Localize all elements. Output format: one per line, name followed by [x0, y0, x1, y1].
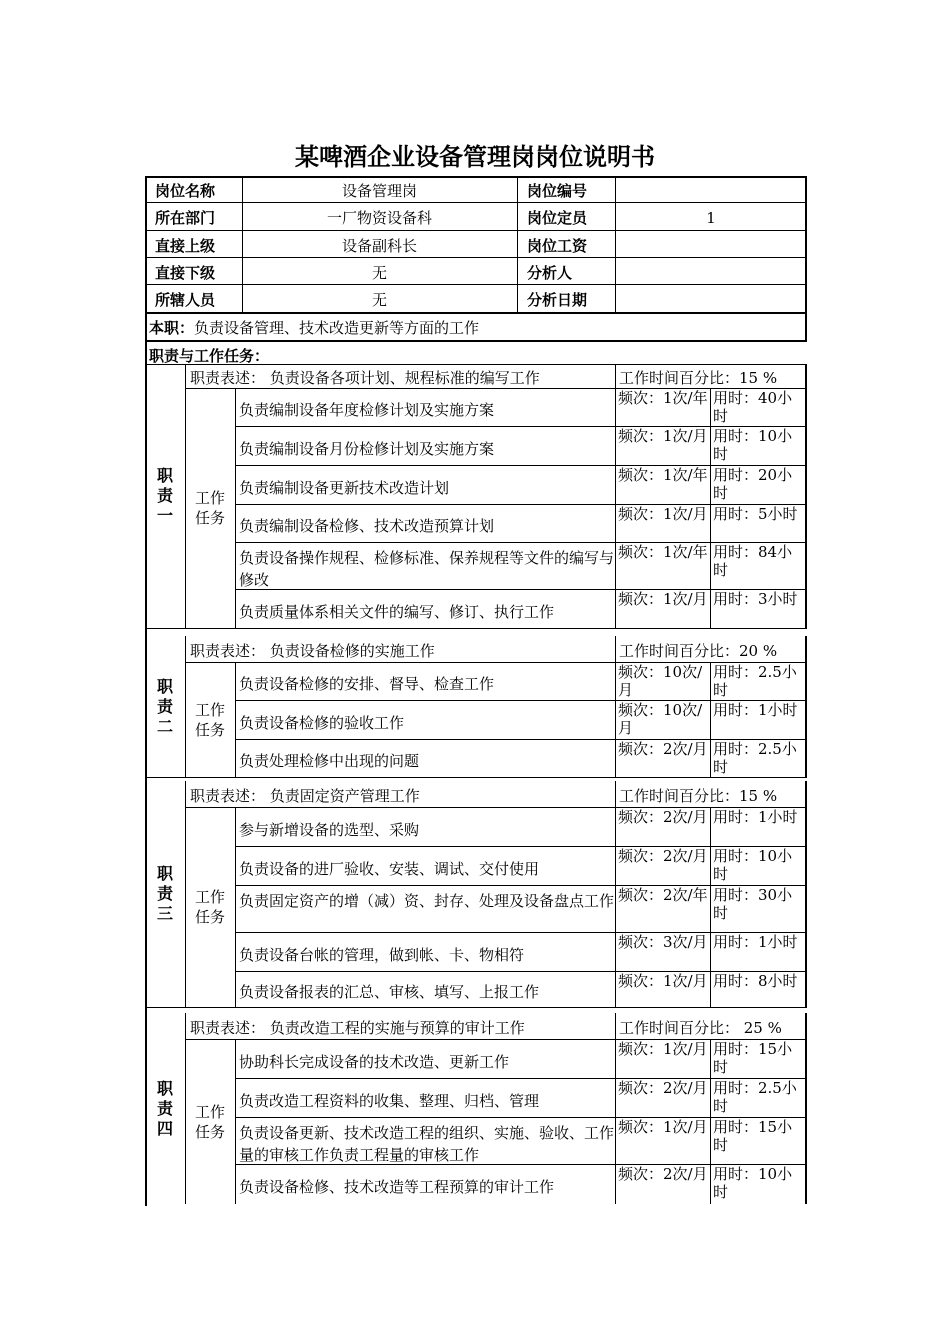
rule-line — [710, 504, 711, 542]
task-item: 负责设备检修、技术改造等工程预算的审计工作 — [239, 1178, 555, 1196]
task-frequency: 频次：1次/月 — [618, 1040, 708, 1058]
rule-line — [145, 176, 147, 1206]
rule-line — [710, 589, 711, 628]
rule-line — [145, 1007, 807, 1008]
task-frequency: 频次：2次/月 — [618, 1165, 708, 1183]
field-label: 分析人 — [527, 263, 573, 282]
rule-line — [710, 1039, 711, 1078]
duty-name: 职责四 — [156, 1078, 173, 1138]
task-item: 负责设备台帐的管理，做到帐、卡、物相符 — [239, 945, 525, 964]
rule-line — [615, 426, 616, 465]
job-summary-label: 本职： — [149, 319, 195, 337]
field-label: 岗位定员 — [527, 209, 588, 227]
rule-line — [710, 465, 711, 504]
duty-statement: 职责表述： 负责设备各项计划、规程标准的编写工作 — [190, 369, 540, 387]
field-label: 所辖人员 — [155, 291, 216, 309]
task-item: 负责改造工程资料的收集、整理、归档、管理 — [239, 1091, 540, 1110]
rule-line — [145, 284, 807, 285]
field-label: 所在部门 — [155, 209, 216, 227]
field-value — [615, 181, 807, 201]
task-item: 负责设备更新、技术改造工程的组织、实施、验收、工作量的审核工作负责工程量的审核工作 — [239, 1123, 615, 1164]
job-description-table — [145, 176, 807, 1206]
rule-line — [235, 807, 236, 1007]
task-hours: 用时：1小时 — [713, 808, 798, 826]
task-frequency: 频次：1次/月 — [618, 505, 708, 523]
rule-line — [615, 700, 616, 739]
task-item: 负责设备的进厂验收、安装、调试、交付使用 — [239, 859, 540, 878]
task-item: 负责编制设备检修、技术改造预算计划 — [239, 517, 495, 535]
rule-line — [185, 636, 186, 777]
field-label: 岗位工资 — [527, 236, 588, 255]
task-frequency: 频次：1次/月 — [618, 427, 708, 445]
task-hours: 用时：10小时 — [713, 847, 793, 883]
field-value — [615, 236, 807, 256]
rule-line — [145, 777, 807, 778]
task-hours: 用时：3小时 — [713, 590, 798, 608]
rule-line — [235, 388, 236, 628]
task-hours: 用时：2.5小时 — [713, 1079, 797, 1115]
rule-line — [615, 364, 616, 388]
rule-line — [805, 1013, 807, 1204]
rule-line — [805, 364, 807, 628]
duty-statement: 职责表述： 负责设备检修的实施工作 — [190, 642, 435, 660]
task-frequency: 频次：1次/年 — [618, 466, 708, 484]
rule-line — [185, 781, 186, 1007]
task-item: 负责设备报表的汇总、审核、填写、上报工作 — [239, 983, 540, 1001]
task-hours: 用时：2.5小时 — [713, 663, 797, 699]
rule-line — [710, 932, 711, 971]
field-value — [615, 263, 807, 283]
rule-line — [710, 807, 711, 846]
task-hours: 用时：15小时 — [713, 1040, 793, 1076]
field-value: 1 — [706, 209, 716, 227]
rule-line — [235, 1039, 236, 1204]
field-label: 直接上级 — [155, 236, 216, 255]
field-value — [615, 290, 807, 310]
duty-statement: 职责表述： 负责改造工程的实施与预算的审计工作 — [190, 1019, 525, 1037]
field-value: 设备管理岗 — [341, 182, 417, 200]
rule-line — [710, 885, 711, 932]
task-hours: 用时：1小时 — [713, 933, 798, 951]
rule-line — [710, 1164, 711, 1204]
task-frequency: 频次：2次/月 — [618, 1079, 708, 1097]
task-frequency: 频次：1次/月 — [618, 590, 708, 608]
duty-name: 职责三 — [156, 864, 173, 923]
rule-line — [615, 1078, 616, 1117]
task-label: 工作任务 — [195, 489, 226, 527]
rule-line — [615, 781, 616, 807]
task-frequency: 频次：1次/月 — [618, 1118, 708, 1136]
rule-line — [185, 364, 186, 628]
task-frequency: 频次：10次/月 — [618, 663, 703, 699]
job-summary-text: 负责设备管理、技术改造更新等方面的工作 — [194, 319, 480, 337]
rule-line — [805, 312, 807, 340]
rule-line — [615, 1013, 616, 1039]
task-item: 负责处理检修中出现的问题 — [239, 752, 420, 770]
duty-statement: 职责表述： 负责固定资产管理工作 — [190, 787, 420, 805]
task-label: 工作任务 — [195, 888, 226, 926]
duty-time-percent: 工作时间百分比：15 % — [619, 787, 778, 805]
duty-time-percent: 工作时间百分比： 25 % — [619, 1019, 782, 1037]
task-item: 负责设备操作规程、检修标准、保养规程等文件的编写与修改 — [239, 548, 615, 589]
task-frequency: 频次：1次/年 — [618, 543, 708, 561]
rule-line — [615, 636, 616, 662]
task-hours: 用时：30小时 — [713, 886, 793, 922]
rule-line — [710, 971, 711, 1007]
task-hours: 用时：8小时 — [713, 972, 798, 990]
rule-line — [805, 781, 807, 1007]
task-label: 工作任务 — [195, 1102, 226, 1141]
task-item: 负责编制设备月份检修计划及实施方案 — [239, 439, 495, 458]
rule-line — [615, 589, 616, 628]
rule-line — [805, 636, 807, 777]
rule-line — [710, 662, 711, 700]
rule-line — [615, 542, 616, 589]
field-value: 一厂物资设备科 — [326, 209, 432, 227]
task-frequency: 频次：2次/月 — [618, 808, 708, 826]
rule-line — [615, 885, 616, 932]
task-frequency: 频次：3次/月 — [618, 933, 708, 951]
task-item: 参与新增设备的选型、采购 — [239, 820, 420, 839]
rule-line — [710, 542, 711, 589]
task-frequency: 频次：1次/年 — [618, 389, 708, 407]
section-header: 职责与工作任务： — [149, 347, 270, 365]
task-item: 负责质量体系相关文件的编写、修订、执行工作 — [239, 602, 555, 621]
rule-line — [615, 1117, 616, 1164]
task-hours: 用时：10小时 — [713, 1165, 793, 1201]
duty-name: 职责一 — [156, 466, 173, 525]
task-frequency: 频次：10次/月 — [618, 701, 703, 737]
task-item: 负责编制设备年度检修计划及实施方案 — [239, 401, 495, 419]
task-hours: 用时：10小时 — [713, 427, 793, 463]
rule-line — [615, 1164, 616, 1204]
task-frequency: 频次：2次/月 — [618, 847, 708, 865]
rule-line — [710, 1078, 711, 1117]
rule-line — [615, 739, 616, 777]
rule-line — [145, 257, 807, 258]
task-hours: 用时：40小时 — [713, 389, 793, 425]
task-item: 负责设备检修的安排、督导、检查工作 — [239, 675, 495, 693]
field-label: 岗位编号 — [527, 182, 588, 200]
field-label: 岗位名称 — [155, 182, 216, 200]
rule-line — [615, 846, 616, 885]
rule-line — [145, 230, 807, 231]
field-value: 设备副科长 — [341, 236, 417, 255]
duty-name: 职责二 — [156, 676, 173, 736]
rule-line — [145, 202, 807, 203]
page-title: 某啤酒企业设备管理岗岗位说明书 — [295, 143, 655, 171]
job-summary — [149, 318, 749, 338]
rule-line — [145, 628, 807, 629]
task-frequency: 频次：2次/月 — [618, 740, 708, 758]
rule-line — [235, 662, 236, 777]
task-hours: 用时：15小时 — [713, 1118, 793, 1154]
rule-line — [145, 176, 807, 178]
field-value: 无 — [371, 263, 387, 282]
task-item: 协助科长完成设备的技术改造、更新工作 — [239, 1052, 510, 1071]
task-item: 负责设备检修的验收工作 — [239, 713, 405, 732]
task-hours: 用时：5小时 — [713, 505, 798, 523]
field-label: 分析日期 — [527, 291, 588, 309]
task-frequency: 频次：1次/月 — [618, 972, 708, 990]
rule-line — [145, 340, 807, 342]
task-label: 工作任务 — [195, 700, 226, 739]
rule-line — [615, 971, 616, 1007]
rule-line — [615, 1039, 616, 1078]
duty-time-percent: 工作时间百分比：20 % — [619, 642, 778, 660]
field-value: 无 — [371, 291, 387, 309]
task-item: 负责编制设备更新技术改造计划 — [239, 478, 450, 497]
field-label: 直接下级 — [155, 263, 216, 282]
rule-line — [185, 1013, 186, 1204]
duty-time-percent: 工作时间百分比：15 % — [619, 369, 778, 387]
rule-line — [615, 504, 616, 542]
rule-line — [615, 465, 616, 504]
rule-line — [615, 932, 616, 971]
rule-line — [615, 388, 616, 426]
rule-line — [517, 176, 518, 312]
task-hours: 用时：20小时 — [713, 466, 793, 502]
rule-line — [710, 700, 711, 739]
task-hours: 用时：1小时 — [713, 701, 798, 719]
rule-line — [710, 1117, 711, 1164]
rule-line — [710, 739, 711, 777]
rule-line — [145, 312, 807, 314]
rule-line — [710, 846, 711, 885]
rule-line — [615, 807, 616, 846]
rule-line — [710, 426, 711, 465]
rule-line — [615, 662, 616, 700]
task-item: 负责固定资产的增（减）资、封存、处理及设备盘点工作 — [239, 891, 615, 910]
task-hours: 用时：84小时 — [713, 543, 793, 579]
rule-line — [145, 364, 807, 365]
rule-line — [710, 388, 711, 426]
task-hours: 用时：2.5小时 — [713, 740, 797, 776]
task-frequency: 频次：2次/年 — [618, 886, 708, 904]
